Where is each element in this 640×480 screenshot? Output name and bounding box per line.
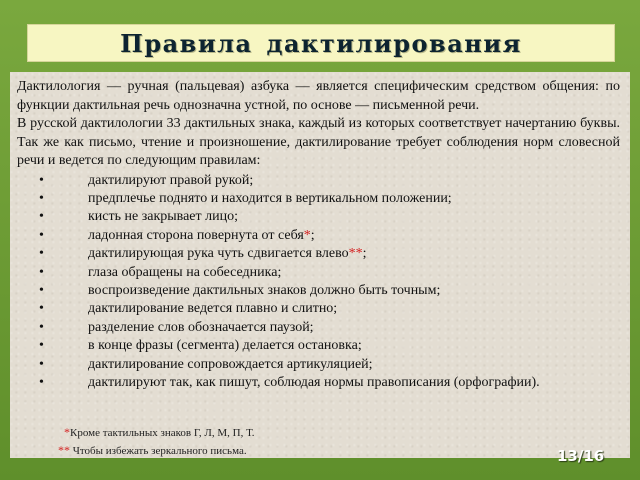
footnotes [58, 424, 255, 460]
footnote-mark: ** [348, 246, 363, 262]
intro-paragraph: Дактилология — ручная (пальцевая) азбука — является специфическим средством общения: по функции дактильная речь однозначна устной, по основе — письменной речи. [17, 79, 620, 113]
list-item [17, 227, 620, 245]
rule-text: ладонная сторона повернута от себя [88, 227, 304, 243]
list-item [17, 208, 620, 226]
list-item [17, 300, 620, 318]
rule-text: дактилируют так, как пишут, соблюдая нормы правописания (орфографии). [88, 374, 540, 390]
rules-list [17, 172, 620, 393]
bullet-icon: • [39, 264, 44, 280]
rule-text: дактилирование ведется плавно и слитно; [88, 301, 338, 317]
rule-text: воспроизведение дактильных знаков должно быть точным; [88, 282, 441, 298]
list-item [17, 374, 620, 392]
content-panel [10, 72, 630, 458]
list-item [17, 337, 620, 355]
bullet-icon: • [39, 190, 44, 206]
bullet-icon: • [39, 172, 44, 188]
footnote-mark: * [303, 227, 311, 243]
list-item [17, 245, 620, 263]
list-item [17, 190, 620, 208]
rule-text: дактилирование сопровождается артикуляцией; [88, 356, 373, 372]
title-bar [27, 24, 615, 62]
footnote-mark: ** [58, 443, 70, 457]
footnote [58, 442, 255, 460]
rule-text: в конце фразы (сегмента) делается остановка; [88, 338, 362, 354]
bullet-icon: • [39, 301, 44, 317]
rule-text: дактилирующая рука чуть сдвигается влево [88, 246, 349, 262]
page-number: 13/16 [557, 447, 605, 465]
rule-text: глаза обращены на собеседника; [88, 264, 282, 280]
footnote-text: Кроме тактильных знаков Г, Л, М, П, Т. [70, 427, 255, 439]
list-item [17, 356, 620, 374]
rule-text: предплечье поднято и находится в вертикальном положении; [88, 190, 452, 206]
bullet-icon: • [39, 319, 44, 335]
bullet-icon: • [39, 338, 44, 354]
intro-paragraph-2: В русской дактилологии 33 дактильных знака, каждый из которых соответствует начертанию буквы. Так же как письмо, чтение и произношение, дактилирование требует соблюдения норм словесной речи и ведется по следующим правилам: [17, 116, 620, 168]
rule-text: кисть не закрывает лицо; [88, 209, 239, 225]
list-item [17, 319, 620, 337]
footnote [58, 424, 255, 442]
bullet-icon: • [39, 282, 44, 298]
rule-text: разделение слов обозначается паузой; [88, 319, 314, 335]
list-item [17, 282, 620, 300]
page-title: Правила дактилирования [120, 28, 522, 58]
list-item [17, 172, 620, 190]
bullet-icon: • [39, 246, 44, 262]
footnote-mark: * [64, 425, 70, 439]
bullet-icon: • [39, 374, 44, 390]
bullet-icon: • [39, 209, 44, 225]
rule-tail: ; [362, 246, 367, 262]
bullet-icon: • [39, 227, 44, 243]
bullet-icon: • [39, 356, 44, 372]
rule-tail: ; [310, 227, 315, 243]
rule-text: дактилируют правой рукой; [88, 172, 254, 188]
footnote-text: Чтобы избежать зеркального письма. [70, 445, 247, 457]
list-item [17, 264, 620, 282]
